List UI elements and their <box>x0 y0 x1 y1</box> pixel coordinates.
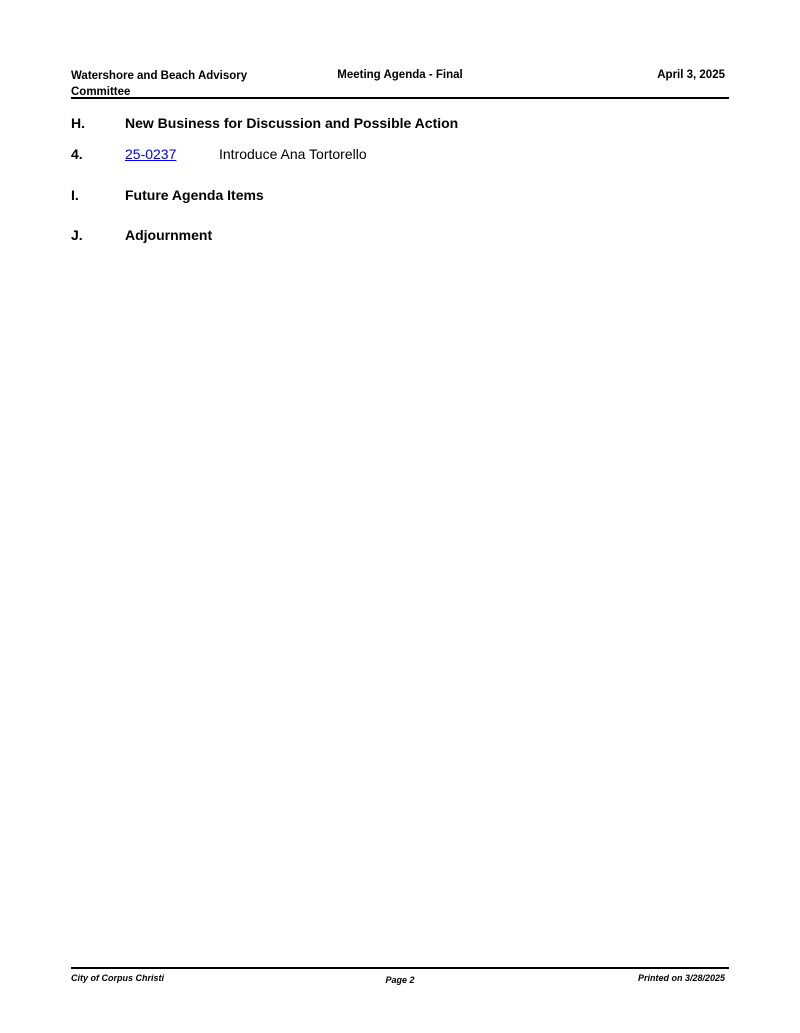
document-type: Meeting Agenda - Final <box>337 69 463 81</box>
meeting-date: April 3, 2025 <box>657 69 725 81</box>
section-letter: H. <box>71 115 85 131</box>
section-title: New Business for Discussion and Possible Action <box>125 115 459 131</box>
footer-divider <box>71 967 729 969</box>
section-letter: I. <box>71 187 79 203</box>
section-letter: J. <box>71 227 83 243</box>
page-number: Page 2 <box>385 975 415 985</box>
item-description: Introduce Ana Tortorello <box>219 146 367 162</box>
committee-name: Watershore and Beach Advisory Committee <box>71 70 248 98</box>
item-number: 4. <box>71 146 83 162</box>
file-number-link[interactable]: 25-0237 <box>125 146 177 162</box>
footer-organization: City of Corpus Christi <box>71 973 165 983</box>
section-title: Adjournment <box>125 227 213 243</box>
printed-date: Printed on 3/28/2025 <box>637 973 725 983</box>
header-divider <box>71 97 729 99</box>
section-title: Future Agenda Items <box>125 187 264 203</box>
